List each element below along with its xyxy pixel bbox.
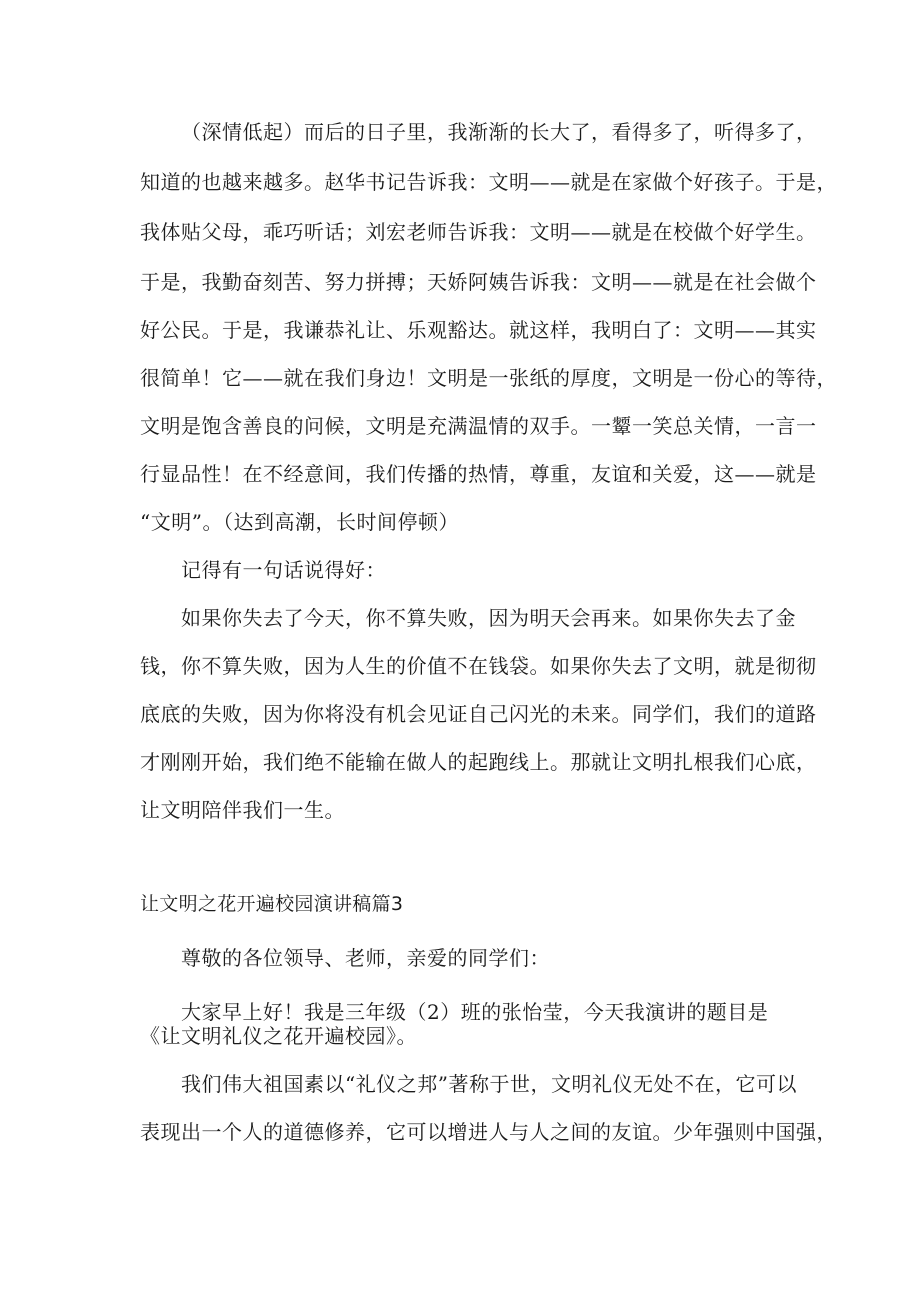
- paragraph-line: 我们伟大祖国素以“礼仪之邦”著称于世，文明礼仪无处不在，它可以: [181, 1072, 797, 1096]
- paragraph-line: 让文明陪伴我们一生。: [140, 798, 345, 822]
- paragraph-line: 钱，你不算失败，因为人生的价值不在钱袋。如果你失去了文明，就是彻彻: [140, 654, 817, 678]
- paragraph-line: 知道的也越来越多。赵华书记告诉我：文明——就是在家做个好孩子。于是，: [140, 170, 837, 194]
- paragraph-line: 《让文明礼仪之花开遍校园》。: [140, 1024, 417, 1048]
- paragraph-line: 表现出一个人的道德修养，它可以增进人与人之间的友谊。少年强则中国强，: [140, 1120, 837, 1144]
- paragraph-line: 底底的失败，因为你将没有机会见证自己闪光的未来。同学们，我们的道路: [140, 702, 817, 726]
- paragraph-line: 如果你失去了今天，你不算失败，因为明天会再来。如果你失去了金: [181, 606, 796, 630]
- paragraph-line: 大家早上好！我是三年级（2）班的张怡莹，今天我演讲的题目是: [181, 1000, 769, 1024]
- paragraph-line: 记得有一句话说得好：: [181, 558, 386, 582]
- paragraph-line: 好公民。于是，我谦恭礼让、乐观豁达。就这样，我明白了：文明——其实: [140, 318, 817, 342]
- greeting-line: 尊敬的各位领导、老师，亲爱的同学们：: [181, 946, 550, 970]
- paragraph-line: 很简单！它——就在我们身边！文明是一张纸的厚度，文明是一份心的等待，: [140, 366, 837, 390]
- paragraph-line: 文明是饱含善良的问候，文明是充满温情的双手。一颦一笑总关情，一言一: [140, 414, 817, 438]
- paragraph-line: 才刚刚开始，我们绝不能输在做人的起跑线上。那就让文明扎根我们心底，: [140, 750, 817, 774]
- paragraph-line: （深情低起）而后的日子里，我渐渐的长大了，看得多了，听得多了，: [181, 120, 817, 144]
- paragraph-line: 行显品性！在不经意间，我们传播的热情，尊重，友谊和关爱，这——就是: [140, 462, 817, 486]
- paragraph-line: “文明”。（达到高潮，长时间停顿）: [140, 510, 459, 534]
- paragraph-line: 我体贴父母，乖巧听话；刘宏老师告诉我：文明——就是在校做个好学生。: [140, 220, 817, 244]
- section-heading: 让文明之花开遍校园演讲稿篇3: [140, 893, 404, 915]
- paragraph-line: 于是，我勤奋刻苦、努力拼搏；天娇阿姨告诉我：文明——就是在社会做个: [140, 270, 817, 294]
